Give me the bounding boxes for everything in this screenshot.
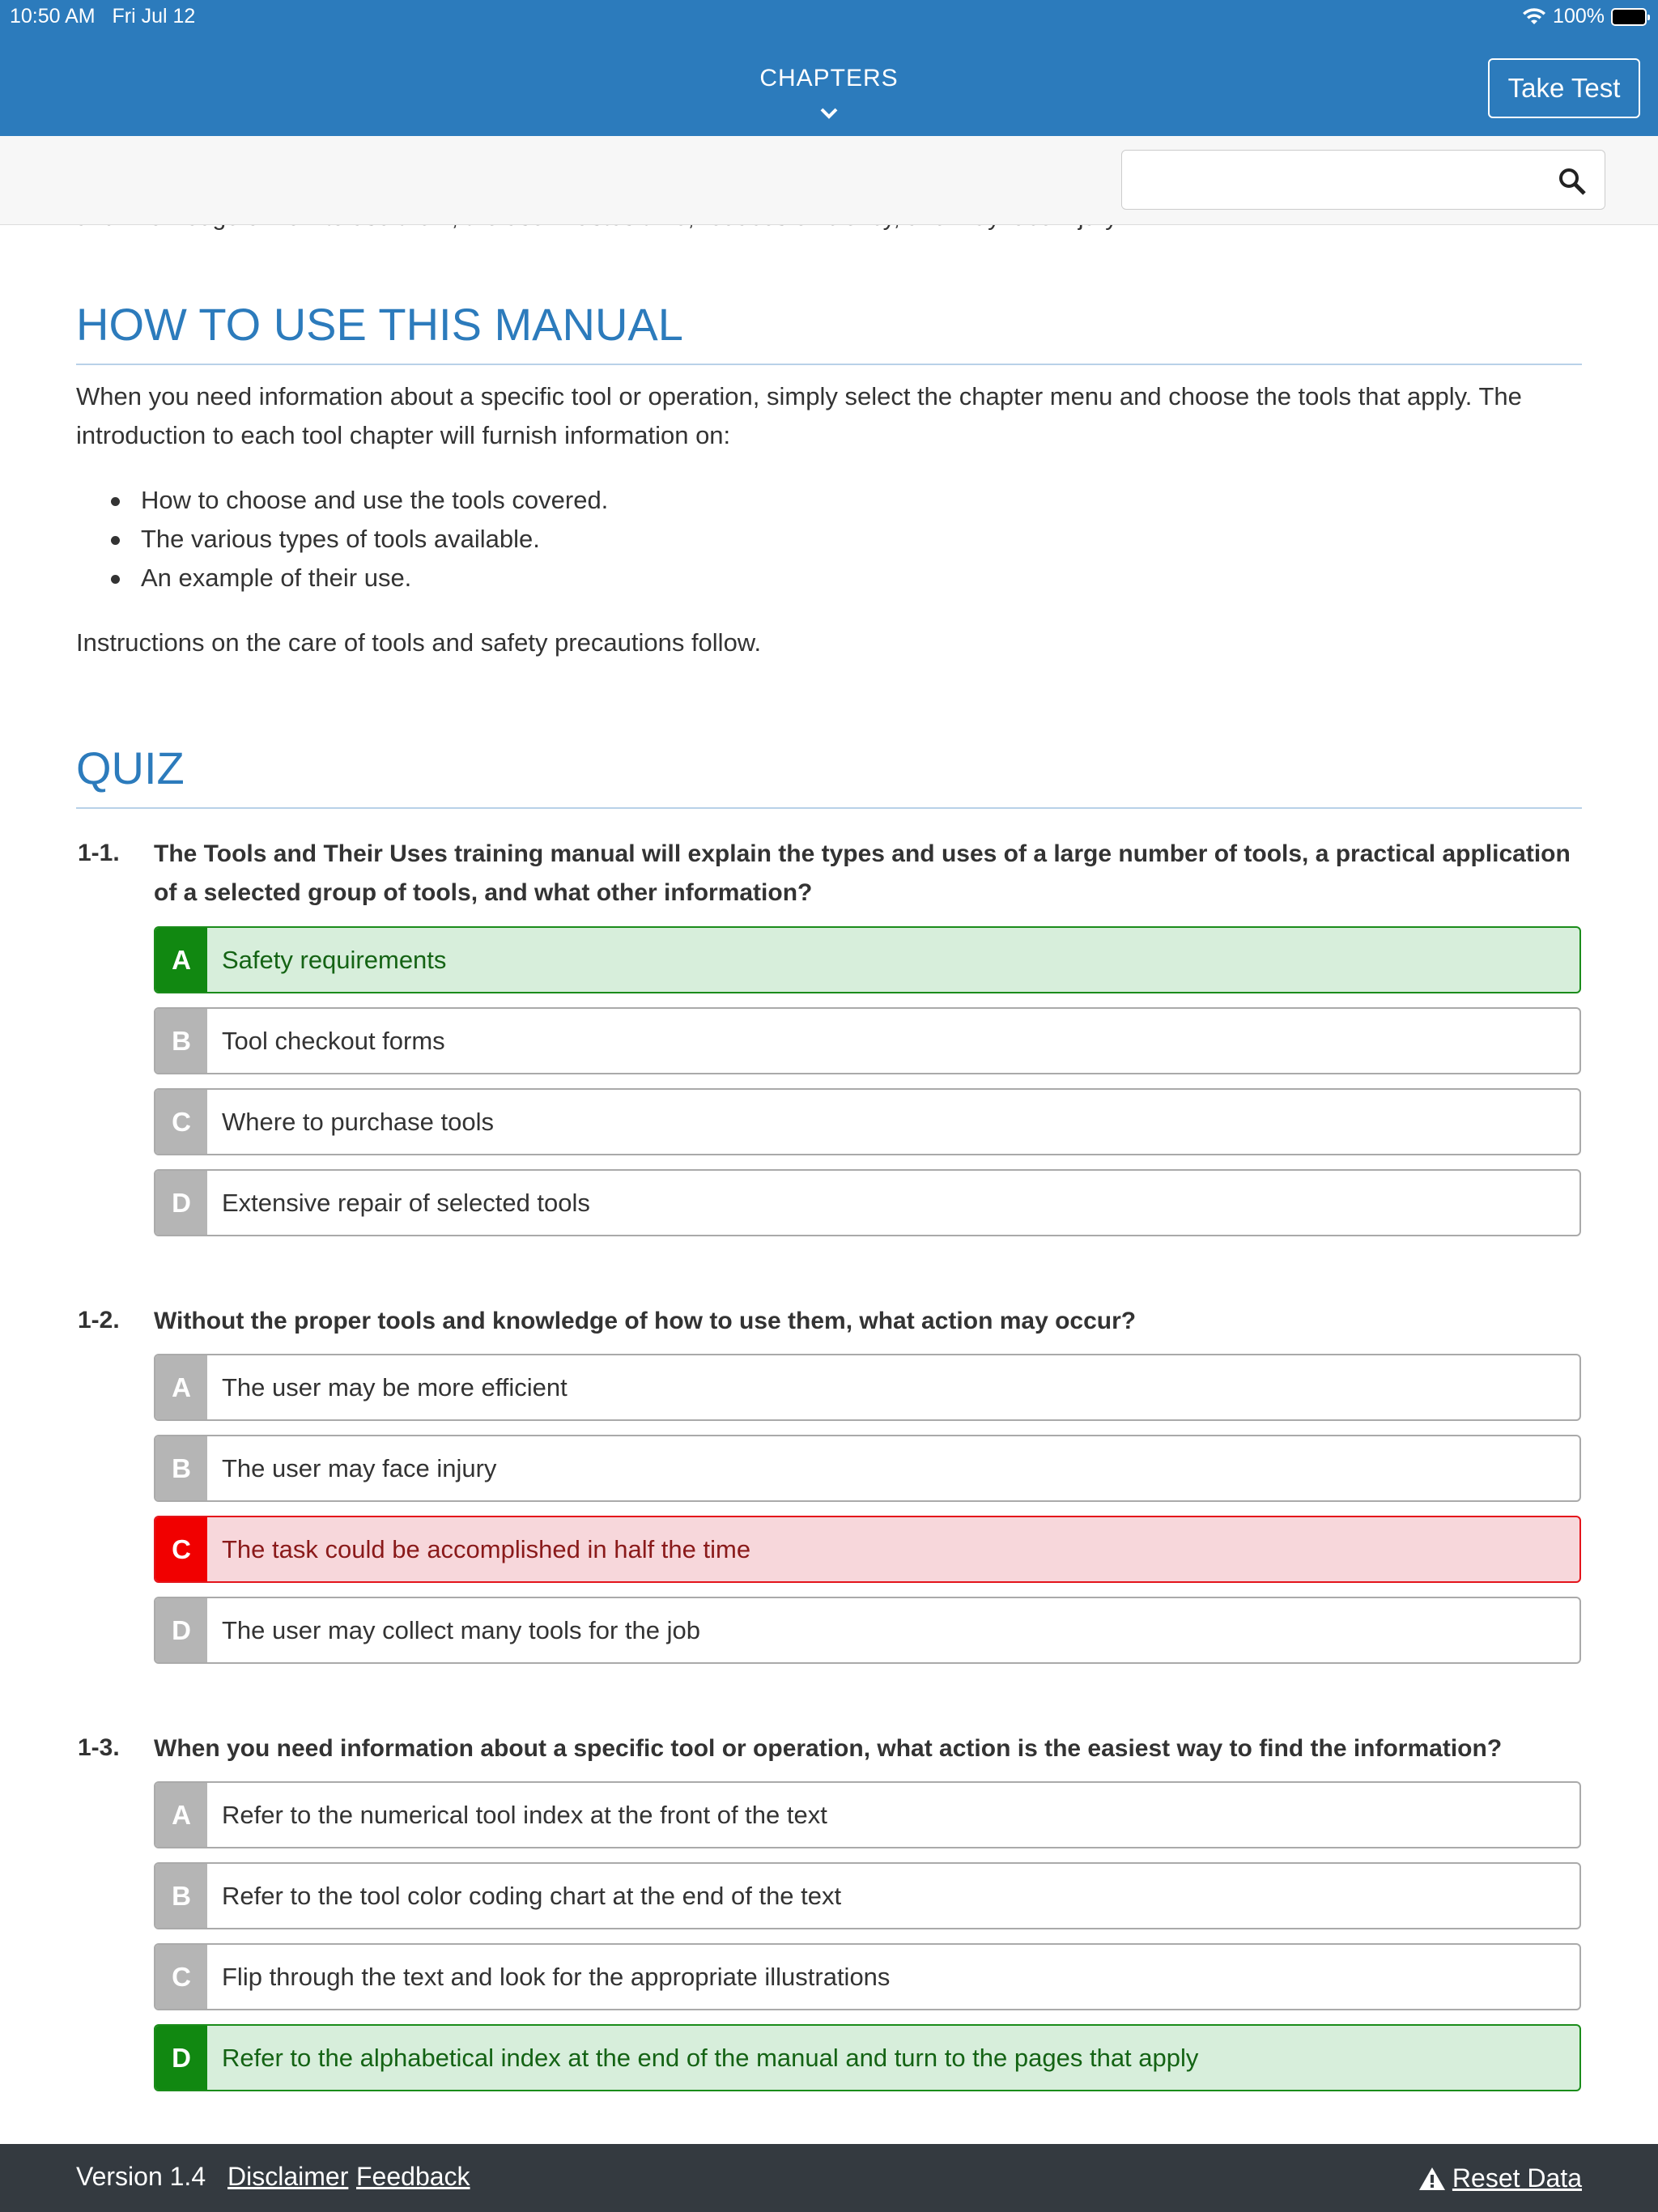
answer-option[interactable] <box>154 1007 1581 1074</box>
wifi-icon <box>1522 8 1546 26</box>
answer-option[interactable] <box>154 1862 1581 1929</box>
answer-option[interactable] <box>154 1169 1581 1236</box>
question-number: 1-3. <box>78 1734 120 1761</box>
warning-icon <box>1418 2167 1446 2191</box>
manual-bullet-list <box>76 481 1533 598</box>
manual-section-title: HOW TO USE THIS MANUAL <box>76 298 1582 365</box>
option-text: Refer to the numerical tool index at the front of the text <box>222 1800 827 1829</box>
question-text: When you need information about a specific tool or operation, what action is the easiest way to find the information? <box>154 1735 1503 1762</box>
option-letter: C <box>155 1945 207 2009</box>
option-letter: B <box>155 1436 207 1500</box>
manual-paragraph: When you need information about a specific tool or operation, simply select the chapter menu and choose the tools that apply. The introduction to each tool chapter will furnish information on: <box>76 382 1522 449</box>
answer-option[interactable] <box>154 1435 1581 1502</box>
answer-option[interactable] <box>154 2024 1581 2091</box>
answer-option[interactable] <box>154 1516 1581 1583</box>
search-box[interactable] <box>1121 150 1605 210</box>
list-item: An example of their use. <box>76 559 1533 598</box>
manual-closing-text: Instructions on the care of tools and safety precautions follow. <box>76 628 762 657</box>
option-text: Refer to the tool color coding chart at the end of the text <box>222 1881 842 1910</box>
feedback-link[interactable]: Feedback <box>356 2162 470 2191</box>
option-letter: C <box>155 1090 207 1154</box>
option-letter: C <box>155 1517 207 1581</box>
option-text: Where to purchase tools <box>222 1107 495 1136</box>
question-text: Without the proper tools and knowledge of how to use them, what action may occur? <box>154 1308 1137 1334</box>
take-test-button[interactable]: Take Test <box>1488 58 1640 118</box>
status-time <box>10 5 195 28</box>
question-text: The Tools and Their Uses training manual will explain the types and uses of a large number of tools, a practical application of a selected group of tools, and what other information? <box>154 840 1571 906</box>
reset-data-button[interactable] <box>1418 2163 1582 2193</box>
option-text: Safety requirements <box>222 945 447 974</box>
search-icon[interactable] <box>1558 167 1587 196</box>
status-indicators <box>1522 5 1647 28</box>
option-letter: D <box>155 1171 207 1235</box>
option-text: Extensive repair of selected tools <box>222 1188 590 1217</box>
answer-option[interactable] <box>154 1781 1581 1848</box>
question-number: 1-1. <box>78 840 120 866</box>
disclaimer-link[interactable]: Disclaimer <box>227 2162 349 2191</box>
status-time-text: 10:50 AM <box>10 5 96 28</box>
top-bar <box>0 0 1658 136</box>
answer-option[interactable] <box>154 1597 1581 1664</box>
answer-option[interactable] <box>154 926 1581 993</box>
answer-option[interactable] <box>154 1943 1581 2010</box>
option-text: Refer to the alphabetical index at the end of the manual and turn to the pages that apply <box>222 2043 1199 2072</box>
option-letter: A <box>155 1783 207 1847</box>
answer-option[interactable] <box>154 1354 1581 1421</box>
chapters-label[interactable]: CHAPTERS <box>759 65 899 91</box>
option-text: The user may collect many tools for the job <box>222 1615 700 1644</box>
list-item: How to choose and use the tools covered. <box>76 481 1533 520</box>
status-date-text: Fri Jul 12 <box>112 5 196 28</box>
question-number: 1-2. <box>78 1307 120 1334</box>
reset-data-label[interactable]: Reset Data <box>1452 2163 1582 2193</box>
battery-icon <box>1611 8 1647 26</box>
search-bar <box>0 136 1658 225</box>
search-input[interactable] <box>1130 157 1535 202</box>
option-letter: B <box>155 1864 207 1928</box>
option-text: The user may face injury <box>222 1453 497 1482</box>
quiz-title: QUIZ <box>76 742 1582 809</box>
option-letter: A <box>155 928 207 992</box>
option-text: The task could be accomplished in half the time <box>222 1534 751 1563</box>
option-text: Tool checkout forms <box>222 1026 445 1055</box>
option-text: Flip through the text and look for the appropriate illustrations <box>222 1962 891 1991</box>
answer-option[interactable] <box>154 1088 1581 1155</box>
option-letter: D <box>155 1598 207 1662</box>
battery-percent: 100% <box>1553 5 1605 28</box>
list-item: The various types of tools available. <box>76 520 1533 559</box>
option-letter: A <box>155 1355 207 1419</box>
option-letter: D <box>155 2026 207 2090</box>
footer <box>0 2144 1658 2212</box>
version-label: Version 1.4 <box>76 2162 206 2191</box>
option-letter: B <box>155 1009 207 1073</box>
chevron-down-icon[interactable] <box>0 99 1658 126</box>
option-text: The user may be more efficient <box>222 1372 568 1402</box>
chapters-menu[interactable] <box>0 65 1658 126</box>
